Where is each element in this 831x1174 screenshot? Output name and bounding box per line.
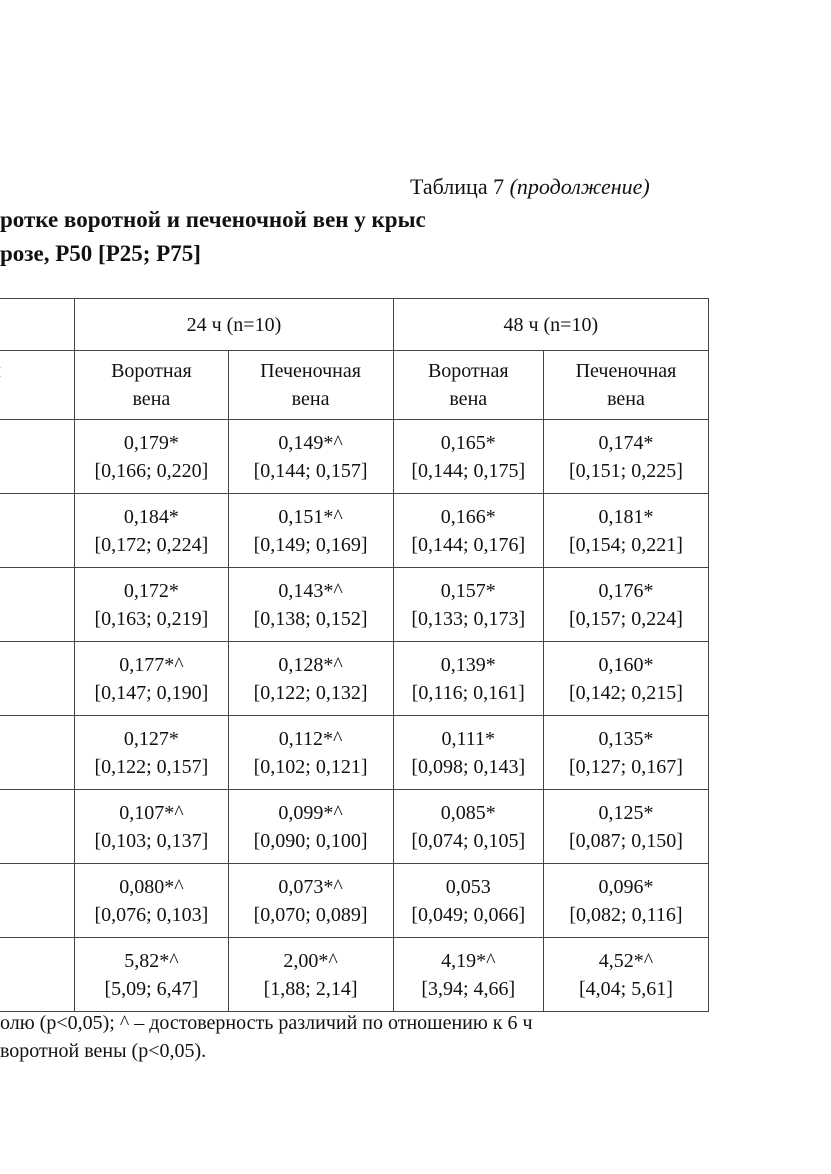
table-cell — [0, 938, 75, 1012]
table-cell: 0,165* [0,144; 0,175] — [393, 420, 543, 494]
table-cell: 0,096* [0,082; 0,116] — [543, 864, 708, 938]
table-cell: 0,176* [0,157; 0,224] — [543, 568, 708, 642]
table-row — [0, 642, 709, 716]
table-cell: 4,52*^ [4,04; 5,61] — [543, 938, 708, 1012]
table-cell: 0,172* [0,163; 0,219] — [75, 568, 228, 642]
table-cell: 0,135* [0,127; 0,167] — [543, 716, 708, 790]
table-cell: 0,053 [0,049; 0,066] — [393, 864, 543, 938]
table-cell: 0,125* [0,087; 0,150] — [543, 790, 708, 864]
table-cell: 0,149*^ [0,144; 0,157] — [228, 420, 393, 494]
table-row — [0, 790, 709, 864]
table-caption — [410, 174, 650, 200]
table-cell — [0, 420, 75, 494]
table-cell: 0,127* [0,122; 0,157] — [75, 716, 228, 790]
table-row — [0, 864, 709, 938]
table-cell: 0,181* [0,154; 0,221] — [543, 494, 708, 568]
table-cell: 0,073*^ [0,070; 0,089] — [228, 864, 393, 938]
sub-header-cell: Воротная вена — [75, 351, 228, 420]
sub-header-cell — [0, 351, 75, 420]
table-cell: 0,184* [0,172; 0,224] — [75, 494, 228, 568]
table-cell — [0, 494, 75, 568]
table-cell: 0,111* [0,098; 0,143] — [393, 716, 543, 790]
table-cell: 0,157* [0,133; 0,173] — [393, 568, 543, 642]
table-cell: 0,143*^ [0,138; 0,152] — [228, 568, 393, 642]
footnote-line-2: воротной вены (p<0,05). — [0, 1040, 207, 1062]
table-cell: 0,107*^ [0,103; 0,137] — [75, 790, 228, 864]
table-cell — [0, 790, 75, 864]
table-cell: 0,174* [0,151; 0,225] — [543, 420, 708, 494]
table-cell — [0, 568, 75, 642]
footnote-line-1: олю (p<0,05); ^ – достоверность различий по отношению к 6 ч — [0, 1012, 533, 1034]
table-cell: 2,00*^ [1,88; 2,14] — [228, 938, 393, 1012]
table-row — [0, 716, 709, 790]
sub-header-cell: Печеночная вена — [543, 351, 708, 420]
empty-header-cell — [0, 299, 75, 351]
table-row — [0, 420, 709, 494]
table-continuation-note: (продолжение) — [509, 174, 650, 199]
table-cell: 4,19*^ [3,94; 4,66] — [393, 938, 543, 1012]
table-row — [0, 568, 709, 642]
table-cell: 0,080*^ [0,076; 0,103] — [75, 864, 228, 938]
table-cell: 0,151*^ [0,149; 0,169] — [228, 494, 393, 568]
table-title-line-1: ротке воротной и печеночной вен у крыс — [0, 207, 426, 232]
table-row — [0, 938, 709, 1012]
table-cell: 0,128*^ [0,122; 0,132] — [228, 642, 393, 716]
table-cell: 0,179* [0,166; 0,220] — [75, 420, 228, 494]
table-cell: 0,160* [0,142; 0,215] — [543, 642, 708, 716]
table-cell: 0,139* [0,116; 0,161] — [393, 642, 543, 716]
table-cell: 0,112*^ [0,102; 0,121] — [228, 716, 393, 790]
group-header-48h: 48 ч (n=10) — [393, 299, 708, 351]
table-cell: 0,085* [0,074; 0,105] — [393, 790, 543, 864]
table-number: Таблица 7 — [410, 174, 505, 199]
table-cell: 0,099*^ [0,090; 0,100] — [228, 790, 393, 864]
table-cell — [0, 864, 75, 938]
table-cell — [0, 716, 75, 790]
sub-header-cell: Воротная вена — [393, 351, 543, 420]
group-header-24h: 24 ч (n=10) — [75, 299, 393, 351]
table-cell: 5,82*^ [5,09; 6,47] — [75, 938, 228, 1012]
group-header-row — [0, 299, 709, 351]
table-cell: 0,166* [0,144; 0,176] — [393, 494, 543, 568]
sub-header-row — [0, 351, 709, 420]
data-table — [0, 298, 709, 1012]
table-row — [0, 494, 709, 568]
table-cell: 0,177*^ [0,147; 0,190] — [75, 642, 228, 716]
sub-header-cell: Печеночная вена — [228, 351, 393, 420]
table-title-line-2: розе, P50 [P25; P75] — [0, 241, 201, 266]
table-cell — [0, 642, 75, 716]
